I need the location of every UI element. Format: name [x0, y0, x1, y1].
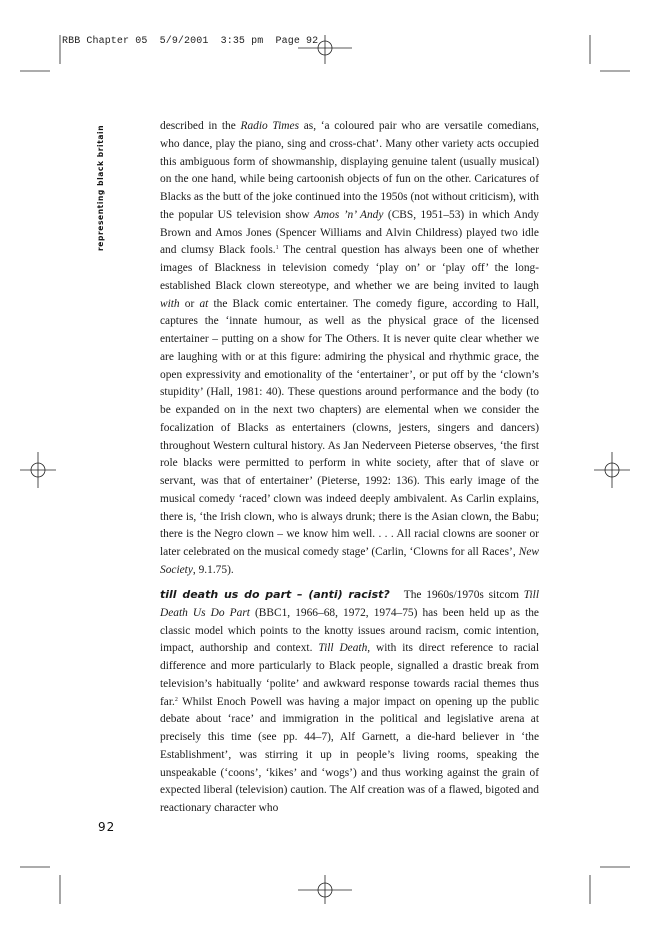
printer-slug-line: RBB Chapter 05 5/9/2001 3:35 pm Page 92	[62, 36, 319, 47]
footnote-ref-1: 1	[275, 245, 279, 252]
body-paragraph-1	[160, 118, 539, 580]
registration-mark-top	[298, 35, 352, 64]
page-number: 92	[98, 820, 116, 834]
section-till-death	[160, 586, 539, 818]
running-head	[96, 121, 108, 251]
paragraph-text: described in the Radio Times as, ‘a coloured pair who are versatile comedians, who dance, play the piano, sing and cross-chat’. Many other variety acts occupied this ambiguous form of showmanship, displaying genuine talent (usually musical) on the one hand, while being cartoonish objects of fun on the other. Caricatures of Blacks as the butt of the joke continued into the 1950s (not without criticism), with the popular US television show Amos ’n’ Andy (CBS, 1951–53) in which Andy Brown and Amos Jones (Spencer Williams and Alvin Childress) played two idle and clumsy Black fools.$^1$ The central question has always been one of whether images of Blackness in television comedy ‘play on’ or ‘play off’ the long-established Black clown stereotype, and whether we are being invited to laugh with or at the Black comic entertainer. The comedy figure, according to Hall, captures the ‘innate humour, as well as the physical grace of the licensed entertainer – putting on a show for The Others. It is never quite clear whether we are laughing with or at this figure: admiring the physical and rhythmic grace, the open expressivity and emotionality of the ‘entertainer’, or put off by the ‘clown’s stupidity’ (Hall, 1981: 40). These questions around performance and the body (to be expanded on in the next two chapters) are elemental when we consider the focalization of Blacks as entertainers (clowns, jesters, singers and dancers) throughout Western cultural history. As Jan Nederveen Pieterse observes, ‘the first role blacks were permitted to perform in white society, after that of slave or servant, was that of entertainer’ (Pieterse, 1992: 136). This early image of the musical comedy ‘raced’ clown was indeed deeply ambivalent. As Carlin explains, there is, ‘the Irish clown, who is always drunk; there is the Asian clown, the Babu; there is the Negro clown – we know him well. . . . All racial clowns are sooner or later celebrated on the musical comedy stage’ (Carlin, ‘Clowns for all Races’, New Society, 9.1.75).	[160, 120, 539, 576]
section-heading: till death us do part – (anti) racist?	[160, 588, 390, 601]
registration-mark-right	[594, 452, 630, 488]
running-head-text: representing black britain	[96, 124, 105, 251]
footnote-ref-2: 2	[174, 696, 178, 703]
registration-mark-left	[20, 452, 56, 488]
paragraph-text: till death us do part – (anti) racist? The 1960s/1970s sitcom Till Death Us Do Part (BBC1, 1966–68, 1972, 1974–75) has been held up as the classic model which points to the knotty issues around racism, comic intention, impact, authorship and context. Till Death, with its direct reference to racial difference and more particularly to Black people, signalled a drastic break from television’s habitually ‘polite’ and awkward response towards racial themes thus far.$^2$ Whilst Enoch Powell was having a major impact on opening up the public debate about ‘race’ and immigration in the political and legislative arena at precisely this time (see pp. 44–7), Alf Garnett, a die-hard believer in ‘the Establishment’, was stirring it up in people’s living rooms, speaking the unspeakable (‘coons’, ‘kikes’ and ‘wogs’) and thus working against the grain of expected liberal (television) caution. The Alf creation was of a flawed, bigoted and reactionary character who	[160, 588, 539, 814]
registration-mark-bottom	[298, 875, 352, 904]
